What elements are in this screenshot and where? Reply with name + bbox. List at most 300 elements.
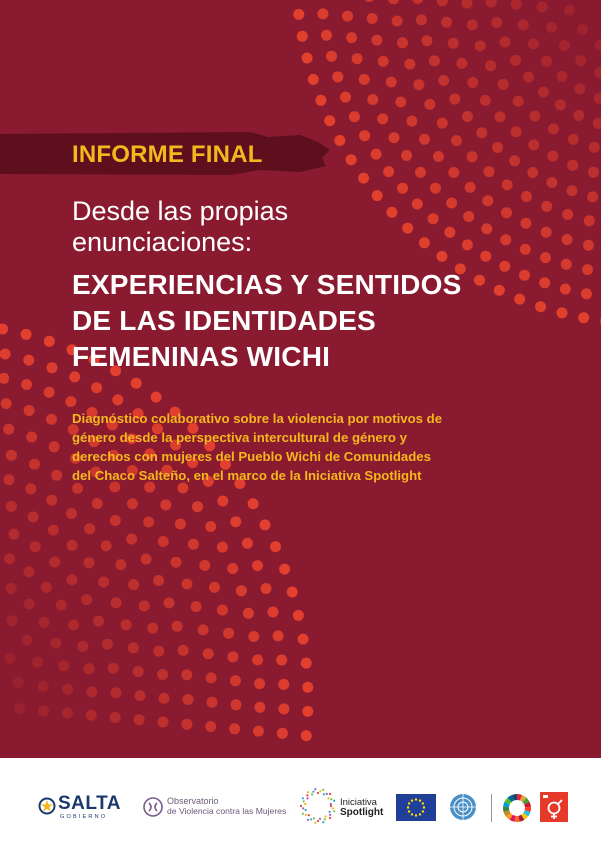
- decorative-dot: [581, 288, 592, 299]
- decorative-dot: [561, 259, 572, 270]
- decorative-dot: [499, 37, 510, 48]
- decorative-dot: [371, 35, 382, 46]
- decorative-dot: [302, 682, 313, 693]
- decorative-dot: [172, 621, 183, 632]
- title-main: [72, 267, 562, 375]
- decorative-dot: [159, 693, 170, 704]
- decorative-dot: [559, 40, 570, 51]
- decorative-dot: [30, 541, 41, 552]
- decorative-dot: [135, 690, 146, 701]
- decorative-dot: [332, 71, 343, 82]
- decorative-dot: [509, 155, 520, 166]
- decorative-dot: [587, 191, 598, 202]
- decorative-dot: [297, 31, 308, 42]
- decorative-dot: [502, 179, 513, 190]
- decorative-dot: [267, 607, 278, 618]
- decorative-dot: [567, 160, 578, 171]
- decorative-dot: [158, 717, 169, 728]
- decorative-dot: [128, 579, 139, 590]
- decorative-dot: [77, 641, 88, 652]
- decorative-dot: [134, 714, 145, 725]
- decorative-dot: [583, 240, 594, 251]
- decorative-dot: [230, 675, 241, 686]
- decorative-dot: [342, 11, 353, 22]
- observatorio-line1: Observatorio: [167, 796, 219, 806]
- decorative-dot: [546, 177, 557, 188]
- observatorio-line2: de Violencia contra las Mujeres: [167, 806, 287, 816]
- decorative-dot: [127, 498, 138, 509]
- salta-star-icon: [38, 797, 56, 815]
- decorative-dot: [448, 167, 459, 178]
- decorative-dot: [229, 723, 240, 734]
- decorative-dot: [588, 167, 599, 178]
- decorative-dot: [182, 579, 193, 590]
- decorative-dot: [141, 554, 152, 565]
- decorative-dot: [383, 166, 394, 177]
- decorative-dot: [84, 523, 95, 534]
- decorative-dot: [242, 538, 253, 549]
- decorative-dot: [279, 564, 290, 575]
- decorative-dot: [84, 557, 95, 568]
- decorative-dot: [537, 1, 548, 12]
- decorative-dot: [6, 501, 17, 512]
- decorative-dot: [143, 517, 154, 528]
- decorative-dot: [93, 616, 104, 627]
- decorative-dot: [110, 515, 121, 526]
- decorative-dot: [243, 608, 254, 619]
- decorative-dot: [56, 600, 67, 611]
- decorative-dot: [276, 655, 287, 666]
- eu-flag-icon: [396, 794, 436, 821]
- decorative-dot: [115, 559, 126, 570]
- salta-sub: GOBIERNO: [60, 814, 108, 820]
- decorative-dot: [523, 72, 534, 83]
- decorative-dot: [529, 111, 540, 122]
- decorative-dot: [4, 553, 15, 564]
- decorative-dot: [465, 182, 476, 193]
- decorative-dot: [92, 498, 103, 509]
- decorative-dot: [153, 646, 164, 657]
- decorative-dot: [467, 151, 478, 162]
- decorative-dot: [346, 32, 357, 43]
- decorative-dot: [164, 597, 175, 608]
- decorative-dot: [293, 610, 304, 621]
- decorative-dot: [511, 126, 522, 137]
- decorative-dot: [324, 115, 335, 126]
- decorative-dot: [518, 19, 529, 30]
- spotlight-line1: Iniciativa: [340, 797, 377, 808]
- decorative-dot: [367, 13, 378, 24]
- subtitle-line: género desde la perspectiva intercultural de género y: [72, 430, 407, 445]
- decorative-dot: [475, 40, 486, 51]
- decorative-dot: [227, 651, 238, 662]
- decorative-dot: [541, 56, 552, 67]
- salta-name: SALTA: [58, 793, 122, 814]
- decorative-dot: [236, 585, 247, 596]
- decorative-dot: [209, 582, 220, 593]
- decorative-dot: [6, 583, 17, 594]
- decorative-dot: [111, 597, 122, 608]
- decorative-dot: [199, 560, 210, 571]
- decorative-dot: [248, 631, 259, 642]
- decorative-dot: [346, 154, 357, 165]
- salta-gobierno-logo: [38, 794, 128, 822]
- decorative-dot: [486, 0, 497, 8]
- decorative-dot: [131, 378, 142, 389]
- decorative-dot: [562, 234, 573, 245]
- decorative-dot: [157, 669, 168, 680]
- decorative-dot: [412, 0, 423, 4]
- decorative-dot: [25, 483, 36, 494]
- decorative-dot: [158, 536, 169, 547]
- decorative-dot: [562, 209, 573, 220]
- decorative-dot: [41, 582, 52, 593]
- decorative-dot: [326, 51, 337, 62]
- decorative-dot: [66, 508, 77, 519]
- sdg5-badge: [540, 792, 568, 822]
- decorative-dot: [438, 75, 449, 86]
- logo-divider: [491, 794, 492, 822]
- decorative-dot: [513, 96, 524, 107]
- decorative-dot: [254, 678, 265, 689]
- decorative-dot: [528, 38, 539, 49]
- decorative-dot: [29, 459, 40, 470]
- decorative-dot: [188, 539, 199, 550]
- decorative-dot: [352, 53, 363, 64]
- decorative-dot: [467, 77, 478, 88]
- decorative-dot: [230, 516, 241, 527]
- decorative-dot: [358, 173, 369, 184]
- spotlight-ring-icon: [300, 788, 336, 824]
- decorative-dot: [181, 719, 192, 730]
- un-emblem-icon: [446, 792, 480, 824]
- decorative-dot: [334, 135, 345, 146]
- decorative-dot: [0, 373, 9, 384]
- decorative-dot: [50, 638, 61, 649]
- decorative-dot: [252, 654, 263, 665]
- decorative-dot: [112, 394, 123, 405]
- decorative-dot: [397, 183, 408, 194]
- decorative-dot: [49, 441, 60, 452]
- decorative-dot: [437, 0, 448, 6]
- subtitle-line: derechos con mujeres del Pueblo Wichi de Comunidades: [72, 449, 431, 464]
- decorative-dot: [462, 111, 473, 122]
- decorative-dot: [401, 150, 412, 161]
- decorative-dot: [67, 540, 78, 551]
- decorative-dot: [287, 587, 298, 598]
- decorative-dot: [437, 118, 448, 129]
- decorative-dot: [321, 30, 332, 41]
- decorative-dot: [51, 470, 62, 481]
- decorative-dot: [66, 574, 77, 585]
- decorative-dot: [102, 639, 113, 650]
- decorative-dot: [49, 557, 60, 568]
- decorative-dot: [317, 8, 328, 19]
- decorative-dot: [574, 83, 585, 94]
- decorative-dot: [23, 355, 34, 366]
- decorative-dot: [392, 16, 403, 27]
- decorative-dot: [367, 94, 378, 105]
- decorative-dot: [110, 687, 121, 698]
- report-label: INFORME FINAL: [72, 141, 263, 168]
- decorative-dot: [498, 79, 509, 90]
- decorative-dot: [421, 35, 432, 46]
- decorative-dot: [419, 134, 430, 145]
- decorative-dot: [151, 392, 162, 403]
- decorative-dot: [573, 110, 584, 121]
- decorative-dot: [121, 619, 132, 630]
- decorative-dot: [133, 666, 144, 677]
- decorative-dot: [582, 264, 593, 275]
- decorative-dot: [293, 9, 304, 20]
- decorative-dot: [301, 730, 312, 741]
- decorative-dot: [538, 87, 549, 98]
- decorative-dot: [388, 0, 399, 4]
- spotlight-line2: Spotlight: [340, 807, 384, 818]
- decorative-dot: [278, 679, 289, 690]
- decorative-dot: [424, 99, 435, 110]
- decorative-dot: [429, 55, 440, 66]
- decorative-dot: [364, 0, 375, 2]
- decorative-dot: [6, 450, 17, 461]
- decorative-dot: [14, 703, 25, 714]
- decorative-dot: [65, 396, 76, 407]
- decorative-dot: [32, 657, 43, 668]
- decorative-dot: [451, 135, 462, 146]
- decorative-dot: [404, 59, 415, 70]
- decorative-dot: [58, 660, 69, 671]
- decorative-dot: [3, 424, 14, 435]
- decorative-dot: [480, 95, 491, 106]
- decorative-dot: [359, 74, 370, 85]
- decorative-dot: [139, 600, 150, 611]
- decorative-dot: [44, 387, 55, 398]
- decorative-dot: [217, 496, 228, 507]
- decorative-dot: [415, 167, 426, 178]
- decorative-dot: [39, 617, 50, 628]
- decorative-dot: [86, 686, 97, 697]
- decorative-dot: [578, 312, 589, 323]
- spotlight-logo: [300, 788, 390, 826]
- decorative-dot: [47, 362, 58, 373]
- decorative-dot: [278, 703, 289, 714]
- decorative-dot: [227, 563, 238, 574]
- decorative-dot: [594, 93, 601, 104]
- decorative-dot: [205, 521, 216, 532]
- decorative-dot: [577, 24, 588, 35]
- decorative-dot: [128, 642, 139, 653]
- decorative-dot: [254, 702, 265, 713]
- decorative-dot: [527, 167, 538, 178]
- decorative-dot: [98, 577, 109, 588]
- decorative-dot: [511, 0, 522, 10]
- decorative-dot: [485, 60, 496, 71]
- decorative-dot: [593, 118, 601, 129]
- title-bold-line: FEMENINAS WICHI: [72, 341, 331, 372]
- decorative-dot: [147, 623, 158, 634]
- decorative-dot: [0, 324, 8, 335]
- decorative-dot: [301, 658, 312, 669]
- decorative-dot: [252, 560, 263, 571]
- decorative-dot: [389, 132, 400, 143]
- decorative-dot: [206, 672, 217, 683]
- decorative-dot: [476, 127, 487, 138]
- sdg5-gender-icon: [540, 792, 568, 822]
- subtitle-line: del Chaco Salteño, en el marco de la Iniciativa Spotlight: [72, 468, 422, 483]
- decorative-dot: [48, 525, 59, 536]
- decorative-dot: [397, 37, 408, 48]
- decorative-dot: [386, 77, 397, 88]
- decorative-dot: [62, 708, 73, 719]
- decorative-dot: [448, 38, 459, 49]
- decorative-dot: [395, 97, 406, 108]
- decorative-dot: [413, 79, 424, 90]
- decorative-dot: [377, 113, 388, 124]
- decorative-dot: [126, 534, 137, 545]
- decorative-dot: [546, 22, 557, 33]
- decorative-dot: [108, 663, 119, 674]
- decorative-dot: [589, 142, 600, 153]
- decorative-dot: [359, 130, 370, 141]
- decorative-dot: [9, 529, 20, 540]
- decorative-dot: [171, 557, 182, 568]
- subtitle-line: Diagnóstico colaborativo sobre la violencia por motivos de: [72, 411, 443, 426]
- decorative-dot: [308, 74, 319, 85]
- decorative-dot: [86, 710, 97, 721]
- decorative-dot: [217, 605, 228, 616]
- decorative-dot: [21, 379, 32, 390]
- decorative-dot: [1, 398, 12, 409]
- decorative-dot: [595, 40, 601, 51]
- decorative-dot: [84, 663, 95, 674]
- decorative-dot: [584, 215, 595, 226]
- decorative-dot: [547, 151, 558, 162]
- decorative-dot: [223, 628, 234, 639]
- decorative-dot: [302, 706, 313, 717]
- decorative-dot: [0, 349, 11, 360]
- decorative-dot: [192, 501, 203, 512]
- sdg-wheel-icon: [502, 793, 532, 823]
- decorative-dot: [430, 183, 441, 194]
- title-intro: [72, 196, 542, 258]
- decorative-dot: [3, 474, 14, 485]
- decorative-dot: [594, 67, 601, 78]
- decorative-dot: [46, 414, 57, 425]
- decorative-dot: [302, 53, 313, 64]
- decorative-dot: [462, 0, 473, 9]
- decorative-dot: [38, 705, 49, 716]
- decorative-dot: [528, 139, 539, 150]
- decorative-dot: [467, 19, 478, 30]
- decorative-dot: [153, 575, 164, 586]
- decorative-dot: [541, 201, 552, 212]
- decorative-dot: [441, 17, 452, 28]
- decorative-dot: [568, 134, 579, 145]
- observatorio-logo: [143, 795, 293, 821]
- decorative-dot: [178, 645, 189, 656]
- decorative-dot: [270, 541, 281, 552]
- decorative-dot: [231, 699, 242, 710]
- decorative-dot: [575, 55, 586, 66]
- decorative-dot: [456, 58, 467, 69]
- decorative-dot: [24, 566, 35, 577]
- decorative-dot: [555, 99, 566, 110]
- title-bold-line: DE LAS IDENTIDADES: [72, 305, 376, 336]
- decorative-dot: [13, 677, 24, 688]
- decorative-dot: [406, 116, 417, 127]
- decorative-dot: [191, 601, 202, 612]
- decorative-dot: [492, 142, 503, 153]
- decorative-dot: [6, 615, 17, 626]
- decorative-dot: [484, 166, 495, 177]
- decorative-dot: [260, 519, 271, 530]
- decorative-dot: [564, 5, 575, 16]
- decorative-dot: [557, 71, 568, 82]
- decorative-dot: [495, 111, 506, 122]
- decorative-dot: [510, 55, 521, 66]
- decorative-dot: [416, 14, 427, 25]
- decorative-dot: [110, 712, 121, 723]
- decorative-dot: [340, 92, 351, 103]
- title-line: enunciaciones:: [72, 227, 253, 257]
- decorative-dot: [38, 681, 49, 692]
- decorative-dot: [181, 669, 192, 680]
- decorative-dot: [4, 653, 15, 664]
- decorative-dot: [277, 728, 288, 739]
- decorative-dot: [349, 111, 360, 122]
- decorative-dot: [541, 227, 552, 238]
- decorative-dot: [22, 635, 33, 646]
- decorative-dot: [449, 94, 460, 105]
- decorative-dot: [203, 648, 214, 659]
- decorative-dot: [298, 634, 309, 645]
- title-line: Desde las propias: [72, 196, 289, 226]
- decorative-dot: [371, 149, 382, 160]
- observatorio-icon: [143, 797, 163, 817]
- decorative-dot: [68, 619, 79, 630]
- decorative-dot: [248, 498, 259, 509]
- decorative-dot: [261, 583, 272, 594]
- decorative-dot: [46, 495, 57, 506]
- title-bold-line: EXPERIENCIAS Y SENTIDOS: [72, 269, 462, 300]
- decorative-dot: [273, 630, 284, 641]
- decorative-dot: [253, 726, 264, 737]
- decorative-dot: [81, 594, 92, 605]
- decorative-dot: [21, 329, 32, 340]
- decorative-dot: [24, 405, 35, 416]
- decorative-dot: [198, 624, 209, 635]
- decorative-dot: [207, 697, 218, 708]
- decorative-dot: [205, 721, 216, 732]
- decorative-dot: [378, 56, 389, 67]
- decorative-dot: [315, 95, 326, 106]
- decorative-dot: [24, 599, 35, 610]
- decorative-dot: [44, 336, 55, 347]
- decorative-dot: [91, 382, 102, 393]
- decorative-dot: [26, 432, 37, 443]
- decorative-dot: [217, 542, 228, 553]
- decorative-dot: [175, 519, 186, 530]
- decorative-dot: [101, 540, 112, 551]
- decorative-dot: [160, 499, 171, 510]
- decorative-dot: [548, 123, 559, 134]
- decorative-dot: [183, 694, 194, 705]
- decorative-dot: [491, 17, 502, 28]
- decorative-dot: [62, 684, 73, 695]
- report-subtitle: [72, 409, 532, 485]
- decorative-dot: [28, 512, 39, 523]
- decorative-dot: [433, 151, 444, 162]
